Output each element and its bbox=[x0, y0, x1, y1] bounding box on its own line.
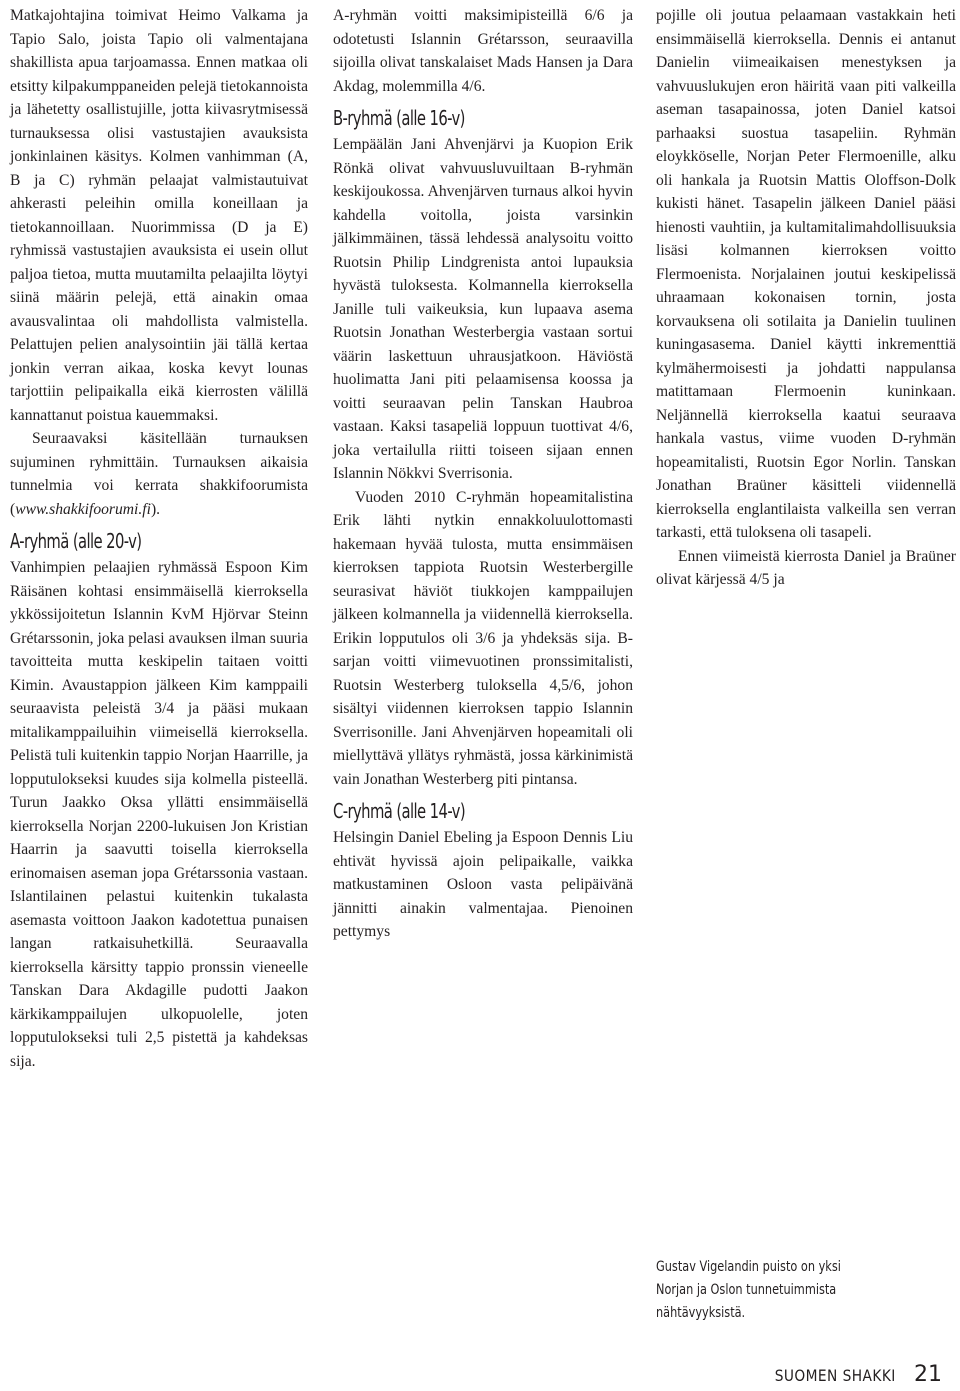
paragraph-text: ). bbox=[150, 500, 161, 518]
paragraph: A-ryhmän voitti maksimipisteillä 6/6 ja odotetusti Islannin Grétarsson, seuraavilla sijoilla olivat tanskalaiset Mads Hansen ja Dara Akdag, molemmilla 4/6. bbox=[333, 7, 633, 95]
text-column-2 bbox=[333, 4, 633, 944]
section-heading-a: A-ryhmä (alle 20-v) bbox=[10, 529, 142, 553]
caption-line: Gustav Vigelandin puisto on yksi bbox=[656, 1259, 841, 1275]
paragraph-text: Seuraavaksi käsitellään turnauksen sujuminen ryhmittäin. Turnauksen aikaisia tunnelmia voi kerrata shakkifoorumista ( bbox=[10, 430, 308, 518]
photo-area bbox=[640, 716, 960, 1238]
caption-line: nähtävyyksistä. bbox=[656, 1305, 746, 1321]
text-column-3 bbox=[656, 4, 956, 592]
text-column-1 bbox=[10, 4, 308, 1073]
paragraph bbox=[10, 427, 308, 521]
page-footer bbox=[755, 1362, 942, 1387]
paragraph: Helsingin Daniel Ebeling ja Espoon Dennis Liu ehtivät hyvissä ajoin pelipaikalle, vaikka matkustaminen Osloon vasta pelipäivänä jännitti ainakin valmentajaa. Pienoinen pettymys bbox=[333, 829, 633, 940]
paragraph: pojille oli joutua pelaamaan vastakkain heti ensimmäisellä kierroksella. Dennis ei antanut Danielin viimeaikaisen menestyksen ja vahvuuslukujen eron häiritä vaan piti valkeilla aseman tasapainossa, joten Daniel katsoi parhaaksi suostua tasapeliin. Ryhmän eloykköselle, Norjan Peter Flermoenille, alku oli hankala ja Ruotsin Mattis Oloffson-Dolk kukisti hänet. Tasapelin jälkeen Daniel pääsi hienosti vauhtiin, ja kultamitalimahdollisuuksia lisäsi kolmannen kierroksen voitto Flermoenista. Norjalainen joutui keskipelissä uhraamaan kokonaisen tornin, josta korvauksena oli sotilaita ja Danielin tuulinen kuningasasema. Daniel käytti inkrementtiä kylmähermoisesti ja johdatti nappulansa matittamaan Flermoenin kuninkaan. Neljännellä kierroksella kaatui seuraava hankala vastus, viime vuoden D-ryhmän hopeamitalisti, Ruotsin Egor Norlin. Tanskan Jonathan Braüner käsitteli viidennellä kierroksella englantilaista valkeilla sen verran tarkasti, että tuloksena oli tasapeli. bbox=[656, 7, 956, 541]
magazine-name: SUOMEN SHAKKI bbox=[774, 1366, 896, 1385]
forum-url: www.shakkifoorumi.fi bbox=[15, 500, 151, 518]
paragraph: Vanhimpien pelaajien ryhmässä Espoon Kim Räisänen kohtasi ensimmäisellä kierroksella ykkössijoitetun Islannin KvM Hjörvar Steinn Grétarssonin, joka pelasi avauksen ilman suuria tavoitteita mutta keskipelin taitaen voitti Kimin. Avaustappion jälkeen Kim kamppaili seuraavista peleistä 3/4 ja pääsi mukaan mitalikamppailuihin viimeisellä kierroksella. Pelistä tuli kuitenkin tappio Norjan Haarrille, ja lopputulokseksi kuudes sija kolmella pisteellä. Turun Jaakko Oksa yllätti ensimmäisellä kierroksella Norjan 2200-lukuisen Jon Kristian Haarrin ja saavutti toisella kierroksella erinomaisen aseman jopa Grétarssonia vastaan. Islantilainen pelastui kuitenkin tukalasta asemasta voittoon Jaakon kadotettua punaisen langan ratkaisuhetkillä. Seuraavalla kierroksella kärsitty tappio pronssin vieneelle Tanskan Dara Akdagille pudotti Jaakon kärkikamppailujen ulkopuolelle, joten lopputulokseksi tuli 2,5 pistettä ja kahdeksas sija. bbox=[10, 559, 308, 1070]
section-heading-b: B-ryhmä (alle 16-v) bbox=[333, 106, 465, 130]
paragraph: Matkajohtajina toimivat Heimo Valkama ja Tapio Salo, joista Tapio oli valmentajana shakillista apua tarjoamassa. Ennen matkaa oli etsitty kilpakumppaneiden pelejä tietokannoista ja lähetetty osallistujille, jotta kiivasrytmisessä turnauksessa olisi vastustajien avauksista jonkinlainen käsitys. Kolmen vanhimman (A, B ja C) ryhmän pelaajat valmistautuivat ahkerasti peleihin omilla koneillaan ja tietokannoillaan. Nuorimmissa (D ja E) ryhmissä vastustajien avauksista ei usein ollut paljoa tietoa, mutta muutamilta pelaajilta löytyi siinä määrin pelejä, että ainakin omaa avausvalintaa oli mahdollista valmistella. Pelattujen pelien analysointiin jäi tällä kertaa jonkin verran aikaa, koska kevyt lounas tarjottiin pelipaikalla eikä kierrosten välillä kannattanut poistua kauemmaksi. bbox=[10, 7, 308, 424]
paragraph: Ennen viimeistä kierrosta Daniel ja Braüner olivat kärjessä 4/5 ja bbox=[656, 547, 956, 588]
paragraph: Lempäälän Jani Ahvenjärvi ja Kuopion Erik Rönkä olivat vahvuusluvuiltaan B-ryhmän keskijoukossa. Ahvenjärven turnaus alkoi hyvin kahdella voitolla, joista varsinkin jälkimmäinen, tässä lehdessä analysoitu voitto Ruotsin Philip Lindgrenista antoi lupauksia hyvästä tuloksesta. Kolmannella kierroksella Janille tuli vaikeuksia, kun lupaava asema Ruotsin Jonathan Westerbergia vastaan sortui väärin laskettuun uhrausjatkoon. Häviöstä huolimatta Jani piti pelaamisensa koossa ja voitti seuraavan pelin Tanskan Haubroa vastaan. Kaksi tasapeliä loppuun tuottivat 4/6, joka vertailulla riitti toiseen sijaan ennen Islannin Nökkvi Sverrisonia. bbox=[333, 136, 633, 482]
paragraph: Vuoden 2010 C-ryhmän hopeamitalistina Erik lähti nytkin ennakkoluulottomasti hakemaan hyvää tulosta, mutta ensimmäisen kierroksen tappiota Ruotsin Westerbergille seurasivat häviöt tiukkojen kamppailujen jälkeen kolmannella ja viidennellä kierroksella. Erikin lopputulos oli 3/6 ja yhdeksäs sija. B-sarjan voitti viimevuotinen pronssimitalisti, Ruotsin Westerberg tuloksella 4,5/6, johon sisältyi viidennen kierroksen tappio Islannin Sverrisonille. Jani Ahvenjärven hopeamitali oli miellyttävä yllätys ryhmästä, jossa kärkinimistä vain Jonathan Westerberg piti pintansa. bbox=[333, 488, 633, 788]
caption-line: Norjan ja Oslon tunnetuimmista bbox=[656, 1282, 837, 1298]
page-number: 21 bbox=[914, 1362, 942, 1387]
section-heading-c: C-ryhmä (alle 14-v) bbox=[333, 799, 466, 823]
photo-caption bbox=[656, 1256, 867, 1325]
